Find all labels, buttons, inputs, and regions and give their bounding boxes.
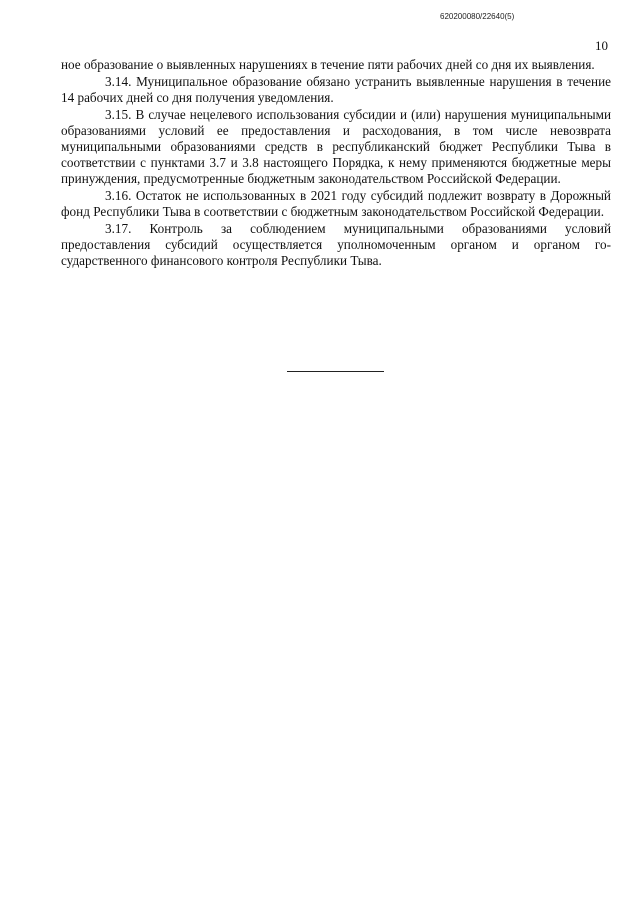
document-registration-code: 620200080/22640(5) xyxy=(440,12,515,21)
paragraph-3-17: 3.17. Контроль за соблюдением муниципальными образованиями условий предоставления субсидий осуществляется уполномоченным органом и органом государственного финансового контроля Республики Тыва. xyxy=(61,221,611,268)
document-body xyxy=(61,57,611,269)
paragraph-3-14: 3.14. Муниципальное образование обязано устранить выявленные нарушения в течение 14 рабочих дней со дня получения уведомления. xyxy=(61,74,611,105)
paragraph-continuation: ное образование о выявленных нарушениях в течение пяти рабочих дней со дня их выявления. xyxy=(61,57,595,72)
paragraph-3-16: 3.16. Остаток не использованных в 2021 году субсидий подлежит возврату в Дорожный фонд Республики Тыва в соответствии с бюджетным законодательством Российской Федерации. xyxy=(61,188,611,219)
page-number: 10 xyxy=(595,38,608,53)
paragraph-3-15: 3.15. В случае нецелевого использования субсидии и (или) нарушения муниципальными образованиями условий ее предоставления и расходования, в том числе невозврата муниципальными образованиями средств в республиканский бюджет Республики Тыва в соответствии с пунктами 3.7 и 3.8 настоящего Порядка, к нему применяются бюджетные меры принуждения, предусмотренные бюджетным законодательством Российской Федерации. xyxy=(61,107,611,186)
end-divider-line xyxy=(287,371,384,372)
